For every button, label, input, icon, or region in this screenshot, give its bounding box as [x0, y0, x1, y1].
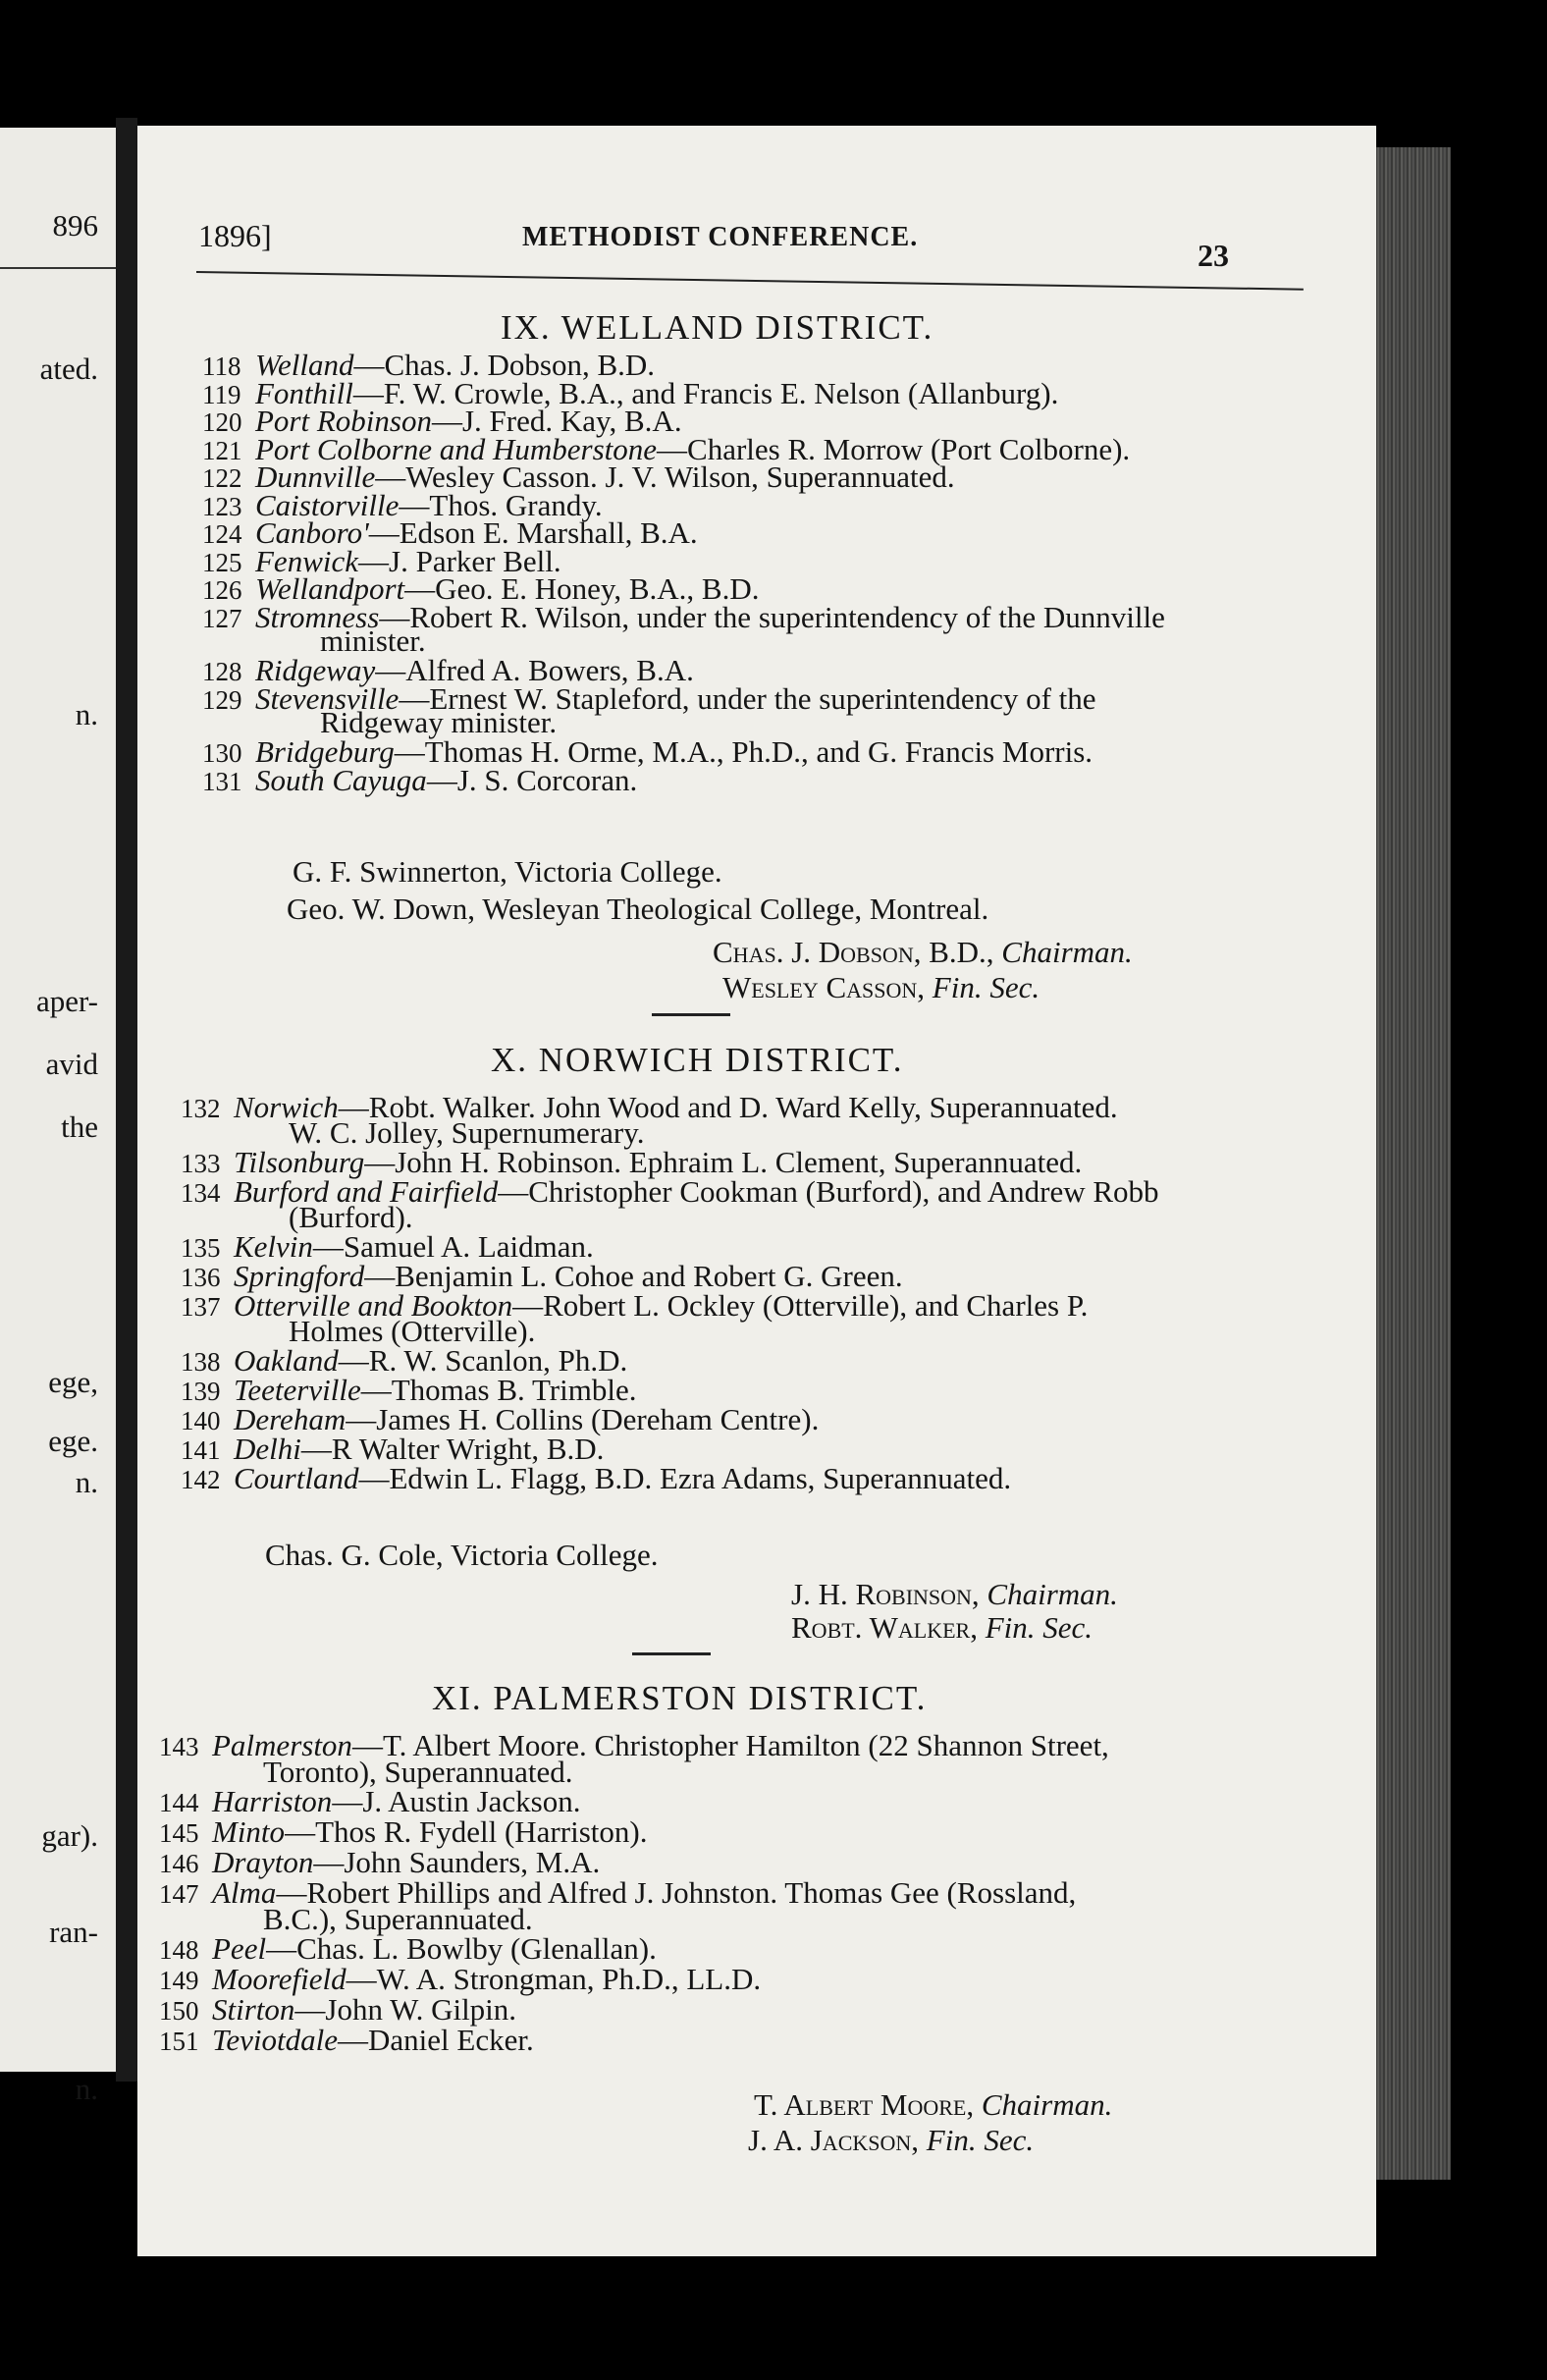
- extra-line: Geo. W. Down, Wesleyan Theological College, Montreal.: [287, 892, 989, 926]
- station-number: 148: [159, 1935, 199, 1965]
- fin-sec-signature: [748, 2123, 1034, 2158]
- station-place: Harriston: [212, 1784, 333, 1818]
- chairman-name: J. H. Robinson,: [791, 1577, 980, 1611]
- page-number: 23: [1198, 238, 1229, 273]
- station-place: Springford: [234, 1259, 365, 1293]
- station-place: Canboro': [255, 515, 369, 550]
- station-entry: [159, 2023, 534, 2058]
- station-place: Teeterville: [234, 1373, 361, 1407]
- station-entry: [181, 1461, 1011, 1496]
- station-continuation: Ridgeway minister.: [320, 705, 558, 739]
- station-place: Port Robinson: [255, 404, 432, 438]
- station-place: Moorefield: [212, 1962, 347, 1996]
- station-number: 141: [181, 1435, 221, 1465]
- station-ministers: —Chas. L. Bowlby (Glenallan).: [266, 1931, 657, 1966]
- station-place: Palmerston: [212, 1728, 352, 1762]
- station-place: Alma: [212, 1875, 277, 1910]
- station-number: 125: [202, 547, 242, 577]
- station-number: 136: [181, 1263, 221, 1292]
- station-number: 118: [202, 352, 241, 381]
- station-ministers: —J. Parker Bell.: [358, 543, 561, 578]
- left-text-fragment: n.: [75, 2072, 98, 2106]
- left-text-fragment: n.: [75, 697, 98, 731]
- station-number: 126: [202, 575, 242, 605]
- station-place: Peel: [212, 1931, 267, 1966]
- left-text-fragment: 896: [52, 208, 98, 243]
- station-place: Stevensville: [255, 680, 400, 716]
- station-number: 132: [181, 1094, 221, 1123]
- station-place: South Cayuga: [255, 762, 427, 797]
- station-ministers: —J. Austin Jackson.: [332, 1784, 581, 1818]
- left-text-fragment: ran-: [49, 1915, 98, 1949]
- station-place: Caistorville: [255, 487, 400, 522]
- station-number: 119: [202, 379, 241, 409]
- station-ministers: —Charles R. Morrow (Port Colborne).: [657, 431, 1131, 466]
- station-number: 128: [202, 657, 242, 686]
- left-text-fragment: ated.: [39, 352, 98, 386]
- left-header-rule: [0, 267, 116, 269]
- station-place: Norwich: [234, 1090, 339, 1124]
- station-place: Burford and Fairfield: [234, 1174, 499, 1209]
- station-ministers: —Wesley Casson. J. V. Wilson, Superannuated.: [375, 460, 955, 494]
- station-place: Stirton: [212, 1992, 295, 2027]
- station-number: 140: [181, 1406, 221, 1435]
- station-number: 134: [181, 1178, 221, 1208]
- station-ministers: —Robt. Walker. John Wood and D. Ward Kelly, Superannuated.: [338, 1090, 1118, 1124]
- left-text-fragment: ege.: [48, 1424, 98, 1458]
- station-place: Drayton: [212, 1845, 314, 1879]
- station-number: 129: [202, 684, 242, 715]
- station-place: Ridgeway: [255, 653, 376, 687]
- fin-sec-signature: [791, 1610, 1093, 1646]
- left-text-fragment: the: [61, 1109, 98, 1144]
- station-place: Oakland: [234, 1343, 339, 1378]
- station-number: 127: [202, 603, 242, 633]
- header-year: 1896]: [198, 218, 272, 253]
- station-ministers: —F. W. Crowle, B.A., and Francis E. Nelson (Allanburg).: [352, 375, 1059, 410]
- left-text-fragment: aper-: [35, 984, 98, 1018]
- station-place: Dereham: [234, 1402, 347, 1436]
- station-continuation: (Burford).: [289, 1200, 413, 1234]
- left-text-fragment: gar).: [41, 1818, 98, 1853]
- station-number: 147: [159, 1879, 199, 1909]
- station-ministers: —Benjamin L. Cohoe and Robert G. Green.: [364, 1259, 903, 1293]
- running-head: METHODIST CONFERENCE.: [522, 222, 919, 252]
- section-divider: [632, 1652, 711, 1655]
- station-place: Stromness: [255, 599, 380, 634]
- station-ministers: —Alfred A. Bowers, B.A.: [375, 653, 694, 687]
- page-edges: [1372, 147, 1451, 2180]
- station-number: 142: [181, 1465, 221, 1494]
- station-ministers: —Thos. Grandy.: [399, 487, 603, 522]
- left-page-fragment: [0, 128, 116, 2106]
- station-place: Kelvin: [234, 1229, 313, 1264]
- station-ministers: —Thos R. Fydell (Harriston).: [285, 1814, 648, 1849]
- fin-sec-role: Fin. Sec.: [926, 2123, 1035, 2157]
- station-ministers: —Robert L. Ockley (Otterville), and Charles P.: [512, 1288, 1089, 1323]
- station-continuation: Toronto), Superannuated.: [263, 1755, 573, 1789]
- book-page: [137, 126, 1376, 2256]
- station-number: 139: [181, 1377, 221, 1406]
- station-ministers: —Ernest W. Stapleford, under the superintendency of the: [399, 680, 1096, 716]
- district-heading: IX. WELLAND DISTRICT.: [501, 308, 934, 347]
- section-divider: [652, 1013, 730, 1016]
- station-ministers: —Daniel Ecker.: [338, 2023, 534, 2057]
- station-place: Tilsonburg: [234, 1145, 365, 1179]
- station-place: Dunnville: [255, 460, 376, 494]
- station-number: 149: [159, 1966, 199, 1995]
- fin-sec-role: Fin. Sec.: [985, 1610, 1094, 1645]
- station-ministers: —W. A. Strongman, Ph.D., LL.D.: [346, 1962, 762, 1996]
- station-place: Fenwick: [255, 543, 359, 578]
- chairman-signature: [713, 935, 1133, 970]
- station-number: 131: [202, 766, 242, 796]
- station-continuation: Holmes (Otterville).: [289, 1314, 536, 1348]
- extra-line: Chas. G. Cole, Victoria College.: [265, 1538, 659, 1572]
- station-number: 138: [181, 1347, 221, 1377]
- station-ministers: —Chas. J. Dobson, B.D.: [353, 348, 656, 382]
- station-ministers: —John Saunders, M.A.: [313, 1845, 601, 1879]
- fin-sec-name: Wesley Casson,: [722, 970, 926, 1004]
- station-ministers: —J. Fred. Kay, B.A.: [431, 404, 682, 438]
- fin-sec-role: Fin. Sec.: [932, 970, 1040, 1004]
- station-number: 121: [202, 435, 242, 465]
- station-ministers: —Thomas B. Trimble.: [360, 1373, 637, 1407]
- left-text-fragment: n.: [75, 1465, 98, 1499]
- station-number: 120: [202, 407, 242, 437]
- station-place: Minto: [212, 1814, 286, 1849]
- chairman-signature: [791, 1577, 1118, 1612]
- station-continuation: W. C. Jolley, Supernumerary.: [289, 1115, 645, 1150]
- station-number: 145: [159, 1818, 199, 1848]
- district-heading: X. NORWICH DISTRICT.: [491, 1041, 904, 1079]
- station-ministers: —Edson E. Marshall, B.A.: [368, 515, 698, 550]
- fin-sec-name: J. A. Jackson,: [748, 2123, 920, 2157]
- station-place: Welland: [255, 348, 354, 382]
- station-ministers: —John H. Robinson. Ephraim L. Clement, Superannuated.: [364, 1145, 1083, 1179]
- station-continuation: B.C.), Superannuated.: [263, 1902, 533, 1936]
- station-ministers: —T. Albert Moore. Christopher Hamilton (22 Shannon Street,: [351, 1728, 1109, 1762]
- station-ministers: —Robert Phillips and Alfred J. Johnston. Thomas Gee (Rossland,: [276, 1875, 1077, 1910]
- station-ministers: —J. S. Corcoran.: [426, 762, 638, 797]
- station-number: 122: [202, 463, 242, 493]
- chairman-name: Chas. J. Dobson, B.D.,: [713, 935, 994, 969]
- fin-sec-name: Robt. Walker,: [791, 1610, 978, 1645]
- station-ministers: —Geo. E. Honey, B.A., B.D.: [404, 571, 760, 606]
- station-ministers: —Thomas H. Orme, M.A., Ph.D., and G. Francis Morris.: [394, 734, 1094, 769]
- station-place: Otterville and Bookton: [234, 1288, 513, 1323]
- station-number: 150: [159, 1996, 199, 2026]
- station-number: 135: [181, 1233, 221, 1263]
- station-number: 124: [202, 519, 242, 549]
- station-ministers: —Christopher Cookman (Burford), and Andrew Robb: [498, 1174, 1159, 1209]
- station-number: 123: [202, 491, 242, 521]
- station-place: Wellandport: [255, 571, 405, 606]
- extra-line: G. F. Swinnerton, Victoria College.: [293, 854, 722, 889]
- station-number: 143: [159, 1732, 199, 1761]
- station-place: Delhi: [234, 1432, 301, 1466]
- chairman-role: Chairman.: [987, 1577, 1118, 1611]
- left-text-fragment: avid: [45, 1047, 98, 1081]
- book-gutter: [116, 118, 137, 2082]
- station-ministers: —R Walter Wright, B.D.: [300, 1432, 605, 1466]
- station-entry: [202, 763, 637, 798]
- station-number: 133: [181, 1149, 221, 1178]
- station-continuation: minister.: [320, 623, 426, 658]
- header-rule: [196, 271, 1304, 291]
- station-number: 144: [159, 1788, 199, 1817]
- chairman-role: Chairman.: [981, 2087, 1113, 2122]
- station-place: Courtland: [234, 1461, 359, 1495]
- station-place: Teviotdale: [212, 2023, 339, 2057]
- fin-sec-signature: [722, 970, 1040, 1005]
- station-place: Port Colborne and Humberstone: [255, 431, 658, 466]
- station-ministers: —John W. Gilpin.: [294, 1992, 517, 2027]
- station-number: 151: [159, 2027, 199, 2056]
- station-number: 130: [202, 738, 242, 768]
- station-ministers: —James H. Collins (Dereham Centre).: [346, 1402, 820, 1436]
- chairman-signature: [754, 2087, 1112, 2123]
- chairman-role: Chairman.: [1001, 935, 1133, 969]
- left-text-fragment: ege,: [48, 1365, 98, 1399]
- chairman-name: T. Albert Moore,: [754, 2087, 975, 2122]
- station-ministers: —Samuel A. Laidman.: [312, 1229, 594, 1264]
- station-ministers: —Edwin L. Flagg, B.D. Ezra Adams, Superannuated.: [358, 1461, 1012, 1495]
- station-ministers: —R. W. Scanlon, Ph.D.: [338, 1343, 628, 1378]
- station-place: Fonthill: [255, 375, 353, 410]
- station-number: 146: [159, 1849, 199, 1878]
- station-number: 137: [181, 1292, 221, 1322]
- district-heading: XI. PALMERSTON DISTRICT.: [432, 1679, 928, 1717]
- station-ministers: —Robert R. Wilson, under the superintendency of the Dunnville: [379, 599, 1165, 634]
- station-place: Bridgeburg: [255, 734, 395, 769]
